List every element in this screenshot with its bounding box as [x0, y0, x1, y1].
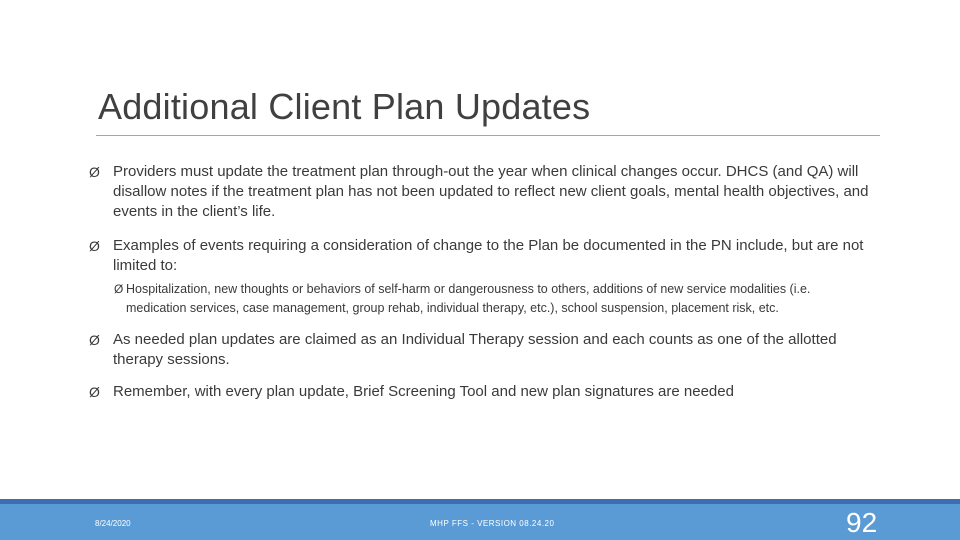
arrow-bullet-icon: Ø	[89, 384, 100, 400]
bullet-text: As needed plan updates are claimed as an Individual Therapy session and each counts as one of the allotted therapy sessions.	[113, 331, 837, 368]
bullet-item	[89, 236, 883, 276]
sub-bullet-text: Hospitalization, new thoughts or behaviors of self-harm or dangerousness to others, additions of new service modalities (i.e. medication services, case management, group rehab, individual therapy, etc.), school suspension, placement risk, etc.	[126, 282, 811, 315]
arrow-bullet-icon: Ø	[89, 332, 100, 348]
sub-bullet-item	[114, 280, 883, 318]
bullet-item	[89, 382, 883, 402]
footer-date: 8/24/2020	[95, 519, 131, 528]
bullet-text: Providers must update the treatment plan through-out the year when clinical changes occur. DHCS (and QA) will disallow notes if the treatment plan has not been updated to reflect new client goals, mental health objectives, and events in the client’s life.	[113, 163, 869, 220]
bullet-text: Remember, with every plan update, Brief Screening Tool and new plan signatures are needed	[113, 383, 734, 400]
title-divider	[96, 135, 880, 136]
bullet-text: Examples of events requiring a consideration of change to the Plan be documented in the PN include, but are not limited to:	[113, 237, 864, 274]
page-number: 92	[846, 507, 878, 538]
arrow-bullet-icon: Ø	[114, 282, 124, 296]
slide-content	[89, 162, 883, 402]
slide-title: Additional Client Plan Updates	[98, 86, 591, 127]
arrow-bullet-icon: Ø	[89, 164, 100, 180]
bullet-item	[89, 330, 883, 370]
bullet-item	[89, 162, 883, 222]
footer-version: MHP FFS - VERSION 08.24.20	[430, 519, 555, 528]
arrow-bullet-icon: Ø	[89, 238, 100, 254]
